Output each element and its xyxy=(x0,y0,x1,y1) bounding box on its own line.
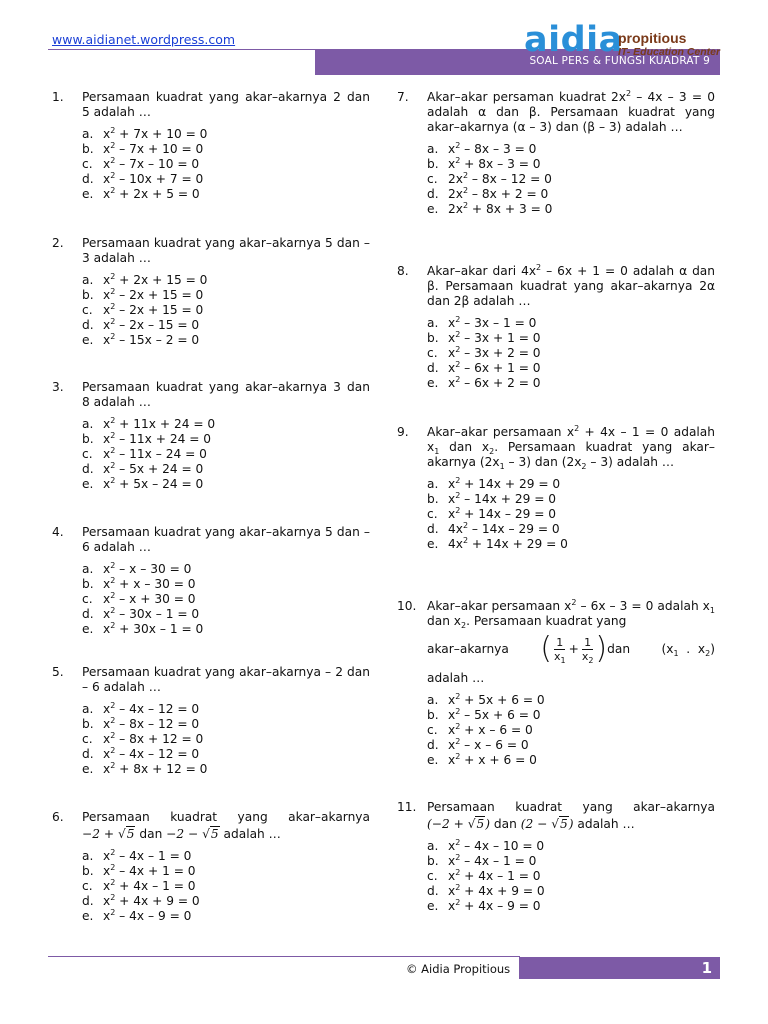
answer-option xyxy=(427,708,715,723)
options-list xyxy=(427,316,715,391)
answer-option xyxy=(82,909,370,924)
answer-option xyxy=(82,562,370,577)
option-equation: $x^2 - 6x + 2 = 0$ xyxy=(448,375,541,390)
question-7 xyxy=(397,90,715,217)
option-letter: a. xyxy=(82,849,94,863)
option-equation: $2x^2 + 8x + 3 = 0$ xyxy=(448,201,553,216)
options-list xyxy=(82,702,370,777)
question-2 xyxy=(52,236,370,348)
answer-option xyxy=(82,333,370,348)
root-expression-b: −2 − √5 xyxy=(166,827,219,841)
question-6 xyxy=(52,810,370,924)
options-list xyxy=(82,417,370,492)
option-letter: b. xyxy=(82,864,94,878)
sqrt-symbol: √5 xyxy=(117,827,135,841)
answer-option xyxy=(427,753,715,768)
answer-option xyxy=(427,331,715,346)
option-letter: b. xyxy=(82,432,94,446)
option-equation: $x^2 - x - 6 = 0$ xyxy=(448,737,529,752)
option-letter: a. xyxy=(82,273,94,287)
options-list xyxy=(427,477,715,552)
option-equation: $x^2 - 3x - 1 = 0$ xyxy=(448,315,537,330)
question-text-line: Persamaan kuadrat yang akar–akarnya xyxy=(82,810,370,824)
option-letter: e. xyxy=(427,537,439,551)
answer-option xyxy=(82,417,370,432)
question-text: Persamaan kuadrat yang akar–akarnya 3 dan 8 adalah … xyxy=(82,380,370,409)
option-equation: $x^2 - x - 30 = 0$ xyxy=(103,561,192,576)
option-letter: e. xyxy=(427,376,439,390)
option-letter: c. xyxy=(427,172,438,186)
option-equation: $x^2 + x - 30 = 0$ xyxy=(103,576,196,591)
option-letter: c. xyxy=(82,879,93,893)
answer-option xyxy=(427,492,715,507)
question-8 xyxy=(397,264,715,391)
question-text: Akar–akar dari $4x^2 - 6x + 1 = 0$ adalah α dan β. Persamaan kuadrat yang akar–akarnya 2α dan 2β adalah … xyxy=(427,263,715,308)
answer-option xyxy=(427,477,715,492)
option-equation: $x^2 - 11x - 24 = 0$ xyxy=(103,446,207,461)
option-letter: a. xyxy=(427,142,439,156)
sqrt-symbol: √5 xyxy=(467,817,485,831)
option-equation: $x^2 - 15x - 2 = 0$ xyxy=(103,332,200,347)
options-list xyxy=(427,142,715,217)
root-expression-b: (2 − √5) xyxy=(520,817,574,831)
option-letter: a. xyxy=(82,417,94,431)
question-number: 1. xyxy=(52,90,64,104)
option-equation: $x^2 + 5x - 24 = 0$ xyxy=(103,476,204,491)
option-equation: $x^2 - 4x - 1 = 0$ xyxy=(103,848,192,863)
option-letter: d. xyxy=(82,318,94,332)
document-title: SOAL PERS & FUNGSI KUADRAT 9 xyxy=(529,55,710,67)
option-equation: $x^2 + 7x + 10 = 0$ xyxy=(103,126,208,141)
option-equation: $x^2 - 14x + 29 = 0$ xyxy=(448,491,557,506)
answer-option xyxy=(82,127,370,142)
option-equation: $x^2 + 4x - 1 = 0$ xyxy=(103,878,196,893)
question-10 xyxy=(397,599,715,768)
option-equation: $x^2 - 4x - 1 = 0$ xyxy=(448,853,537,868)
option-letter: b. xyxy=(427,854,439,868)
answer-option xyxy=(427,507,715,522)
option-letter: e. xyxy=(82,477,94,491)
option-letter: d. xyxy=(82,172,94,186)
option-letter: b. xyxy=(82,142,94,156)
footer-copyright: © Aidia Propitious xyxy=(406,962,511,976)
answer-option xyxy=(82,477,370,492)
option-letter: a. xyxy=(427,839,439,853)
answer-option xyxy=(82,747,370,762)
option-equation: $x^2 - 3x + 1 = 0$ xyxy=(448,330,541,345)
answer-option xyxy=(82,462,370,477)
option-letter: e. xyxy=(82,333,94,347)
option-letter: e. xyxy=(82,622,94,636)
option-letter: c. xyxy=(82,157,93,171)
answer-option xyxy=(82,432,370,447)
option-letter: e. xyxy=(427,202,439,216)
option-letter: c. xyxy=(427,723,438,737)
sqrt-symbol: √5 xyxy=(202,827,219,841)
question-roots-line: −2 + √5 dan −2 − √5 adalah … xyxy=(82,827,281,841)
question-number: 7. xyxy=(397,90,409,104)
options-list xyxy=(427,839,715,914)
answer-option xyxy=(82,303,370,318)
option-equation: $x^2 - 4x - 10 = 0$ xyxy=(448,838,545,853)
answer-option xyxy=(82,864,370,879)
option-equation: $x^2 - 8x - 12 = 0$ xyxy=(103,716,200,731)
answer-option xyxy=(82,318,370,333)
website-link[interactable]: www.aidianet.wordpress.com xyxy=(52,32,236,47)
option-letter: d. xyxy=(427,522,439,536)
option-equation: $x^2 + 8x + 12 = 0$ xyxy=(103,761,208,776)
page-number: 1 xyxy=(701,959,712,977)
answer-option xyxy=(427,157,715,172)
logo-tagline: IT- Education Center xyxy=(618,46,721,58)
answer-option xyxy=(82,762,370,777)
option-equation: $x^2 - 5x + 6 = 0$ xyxy=(448,707,541,722)
options-list xyxy=(427,693,715,768)
answer-option xyxy=(427,854,715,869)
answer-option xyxy=(427,202,715,217)
option-letter: c. xyxy=(82,732,93,746)
question-5 xyxy=(52,665,370,777)
option-letter: b. xyxy=(82,288,94,302)
root-expression-a: −2 + √5 xyxy=(82,827,135,841)
option-letter: a. xyxy=(82,562,94,576)
option-equation: $x^2 - 2x + 15 = 0$ xyxy=(103,302,204,317)
option-letter: d. xyxy=(82,894,94,908)
sqrt-symbol: √5 xyxy=(551,817,568,831)
question-number: 9. xyxy=(397,425,409,439)
question-number: 10. xyxy=(397,599,417,613)
answer-option xyxy=(82,607,370,622)
option-letter: d. xyxy=(82,607,94,621)
answer-option xyxy=(82,702,370,717)
option-letter: e. xyxy=(82,762,94,776)
question-number: 3. xyxy=(52,380,64,394)
answer-option xyxy=(82,142,370,157)
option-equation: $x^2 - 8x + 12 = 0$ xyxy=(103,731,204,746)
option-equation: $x^2 - x + 30 = 0$ xyxy=(103,591,196,606)
option-equation: $x^2 - 8x - 3 = 0$ xyxy=(448,141,537,156)
question-1 xyxy=(52,90,370,202)
option-letter: d. xyxy=(427,884,439,898)
question-9 xyxy=(397,425,715,552)
question-number: 6. xyxy=(52,810,64,824)
question-text: Akar–akar persamaan $x^2 - 6x - 3 = 0$ adalah $x_1$ dan $x_2$. Persamaan kuadrat yang akar–akarnya ( $\frac{1}{x_1}$ + $\frac{1}{x_2}$ ) dan ($x_1$ . $x_2$) adalah … xyxy=(427,598,715,685)
question-number: 8. xyxy=(397,264,409,278)
option-letter: a. xyxy=(82,702,94,716)
option-equation: $x^2 + 5x + 6 = 0$ xyxy=(448,692,545,707)
answer-option xyxy=(427,884,715,899)
question-number: 5. xyxy=(52,665,64,679)
option-letter: d. xyxy=(427,361,439,375)
options-list xyxy=(82,849,370,924)
answer-option xyxy=(427,172,715,187)
option-letter: c. xyxy=(427,507,438,521)
option-equation: $x^2 - 10x + 7 = 0$ xyxy=(103,171,204,186)
option-equation: $x^2 + x - 6 = 0$ xyxy=(448,722,533,737)
option-equation: $x^2 + 2x + 15 = 0$ xyxy=(103,272,208,287)
answer-option xyxy=(427,316,715,331)
option-letter: b. xyxy=(427,157,439,171)
option-equation: $x^2 - 6x + 1 = 0$ xyxy=(448,360,541,375)
answer-option xyxy=(427,738,715,753)
question-text: Akar–akar persaman kuadrat $2x^2 - 4x - 3 = 0$ adalah α dan β. Persamaan kuadrat yang akar–akarnya (α – 3) dan (β – 3) adalah … xyxy=(427,89,715,134)
option-equation: $x^2 + 30x - 1 = 0$ xyxy=(103,621,204,636)
question-number: 4. xyxy=(52,525,64,539)
option-equation: $x^2 + 11x + 24 = 0$ xyxy=(103,416,216,431)
option-equation: $x^2 + 4x - 1 = 0$ xyxy=(448,868,541,883)
question-number: 11. xyxy=(397,800,417,814)
option-equation: $x^2 - 11x + 24 = 0$ xyxy=(103,431,212,446)
option-equation: $2x^2 - 8x + 2 = 0$ xyxy=(448,186,549,201)
question-11 xyxy=(397,800,715,914)
question-text: Persamaan kuadrat yang akar–akarnya 2 dan 5 adalah … xyxy=(82,90,370,119)
option-letter: d. xyxy=(82,462,94,476)
option-equation: $x^2 + 4x + 9 = 0$ xyxy=(103,893,200,908)
answer-option xyxy=(427,142,715,157)
question-4 xyxy=(52,525,370,637)
option-letter: b. xyxy=(82,717,94,731)
option-equation: $x^2 + 8x - 3 = 0$ xyxy=(448,156,541,171)
option-letter: b. xyxy=(427,492,439,506)
option-equation: $x^2 - 7x - 10 = 0$ xyxy=(103,156,200,171)
answer-option xyxy=(427,537,715,552)
options-list xyxy=(82,127,370,202)
footer-page-bar xyxy=(519,957,720,979)
option-letter: b. xyxy=(427,331,439,345)
answer-option xyxy=(427,839,715,854)
option-letter: a. xyxy=(427,477,439,491)
option-equation: $x^2 - 2x - 15 = 0$ xyxy=(103,317,200,332)
option-letter: a. xyxy=(427,693,439,707)
option-letter: a. xyxy=(82,127,94,141)
answer-option xyxy=(427,522,715,537)
option-equation: $x^2 - 3x + 2 = 0$ xyxy=(448,345,541,360)
question-text: Persamaan kuadrat yang akar–akarnya 5 dan – 3 adalah … xyxy=(82,236,370,265)
answer-option xyxy=(82,879,370,894)
option-equation: $x^2 - 2x + 15 = 0$ xyxy=(103,287,204,302)
option-equation: $x^2 - 4x - 12 = 0$ xyxy=(103,701,200,716)
question-number: 2. xyxy=(52,236,64,250)
logo-sub-text: propitious xyxy=(618,30,687,46)
answer-option xyxy=(82,172,370,187)
option-letter: d. xyxy=(427,187,439,201)
option-letter: c. xyxy=(82,303,93,317)
option-letter: e. xyxy=(427,899,439,913)
answer-option xyxy=(427,346,715,361)
answer-option xyxy=(82,273,370,288)
option-letter: b. xyxy=(427,708,439,722)
option-equation: $2x^2 - 8x - 12 = 0$ xyxy=(448,171,552,186)
option-equation: $x^2 + 14x - 29 = 0$ xyxy=(448,506,557,521)
option-equation: $x^2 - 7x + 10 = 0$ xyxy=(103,141,204,156)
option-letter: a. xyxy=(427,316,439,330)
option-letter: c. xyxy=(82,447,93,461)
option-equation: $x^2 + 14x + 29 = 0$ xyxy=(448,476,561,491)
answer-option xyxy=(82,894,370,909)
option-equation: $x^2 - 30x - 1 = 0$ xyxy=(103,606,200,621)
product-expression: ($x_1$ . $x_2$) xyxy=(661,641,715,658)
answer-option xyxy=(427,693,715,708)
option-equation: $x^2 + 2x + 5 = 0$ xyxy=(103,186,200,201)
answer-option xyxy=(427,361,715,376)
answer-option xyxy=(427,899,715,914)
option-letter: d. xyxy=(427,738,439,752)
logo-main-text: aidia xyxy=(524,20,623,60)
option-letter: e. xyxy=(82,187,94,201)
options-list xyxy=(82,273,370,348)
question-roots-line: (−2 + √5) dan (2 − √5) adalah … xyxy=(427,817,635,831)
option-equation: $x^2 - 5x + 24 = 0$ xyxy=(103,461,204,476)
answer-option xyxy=(82,187,370,202)
answer-option xyxy=(427,187,715,202)
question-text: Persamaan kuadrat yang akar–akarnya – 2 dan – 6 adalah … xyxy=(82,665,370,694)
answer-option xyxy=(82,157,370,172)
question-expression-line: akar–akarnya ( $\frac{1}{x_1}$ + $\frac{1}{x_2}$ ) dan ($x_1$ . $x_2$) xyxy=(427,631,715,666)
option-equation: $x^2 - 4x - 12 = 0$ xyxy=(103,746,200,761)
answer-option xyxy=(427,376,715,391)
question-text xyxy=(82,810,370,842)
option-equation: $x^2 - 4x - 9 = 0$ xyxy=(103,908,192,923)
question-text: Persamaan kuadrat yang akar–akarnya (−2 + √5) dan (2 − √5) adalah … xyxy=(427,800,715,831)
aidia-logo xyxy=(524,22,724,62)
option-equation: $x^2 + 4x + 9 = 0$ xyxy=(448,883,545,898)
header-rule xyxy=(48,49,315,50)
option-letter: c. xyxy=(427,346,438,360)
option-letter: e. xyxy=(427,753,439,767)
option-equation: $x^2 - 4x + 1 = 0$ xyxy=(103,863,196,878)
answer-option xyxy=(82,592,370,607)
answer-option xyxy=(82,447,370,462)
question-text: Akar–akar persamaan $x^2 + 4x - 1 = 0$ adalah $x_1$ dan $x_2$. Persamaan kuadrat yang akar–akarnya $(2x_1 - 3)$ dan $(2x_2 - 3)$ adalah … xyxy=(427,424,715,471)
option-letter: e. xyxy=(82,909,94,923)
option-equation: $4x^2 + 14x + 29 = 0$ xyxy=(448,536,568,551)
option-equation: $x^2 + x + 6 = 0$ xyxy=(448,752,537,767)
answer-option xyxy=(427,869,715,884)
footer-rule xyxy=(48,956,520,957)
option-letter: d. xyxy=(82,747,94,761)
answer-option xyxy=(82,288,370,303)
answer-option xyxy=(82,849,370,864)
options-list xyxy=(82,562,370,637)
option-letter: c. xyxy=(82,592,93,606)
question-3 xyxy=(52,380,370,492)
answer-option xyxy=(82,732,370,747)
option-equation: $x^2 + 4x - 9 = 0$ xyxy=(448,898,541,913)
option-equation: $4x^2 - 14x - 29 = 0$ xyxy=(448,521,560,536)
option-letter: b. xyxy=(82,577,94,591)
reciprocal-sum-expression: ( $\frac{1}{x_1}$ + $\frac{1}{x_2}$ ) dan xyxy=(540,631,631,666)
answer-option xyxy=(427,723,715,738)
question-text: Persamaan kuadrat yang akar–akarnya 5 dan – 6 adalah … xyxy=(82,525,370,554)
option-letter: c. xyxy=(427,869,438,883)
answer-option xyxy=(82,717,370,732)
answer-option xyxy=(82,577,370,592)
root-expression-a: (−2 + √5) xyxy=(427,817,491,831)
answer-option xyxy=(82,622,370,637)
